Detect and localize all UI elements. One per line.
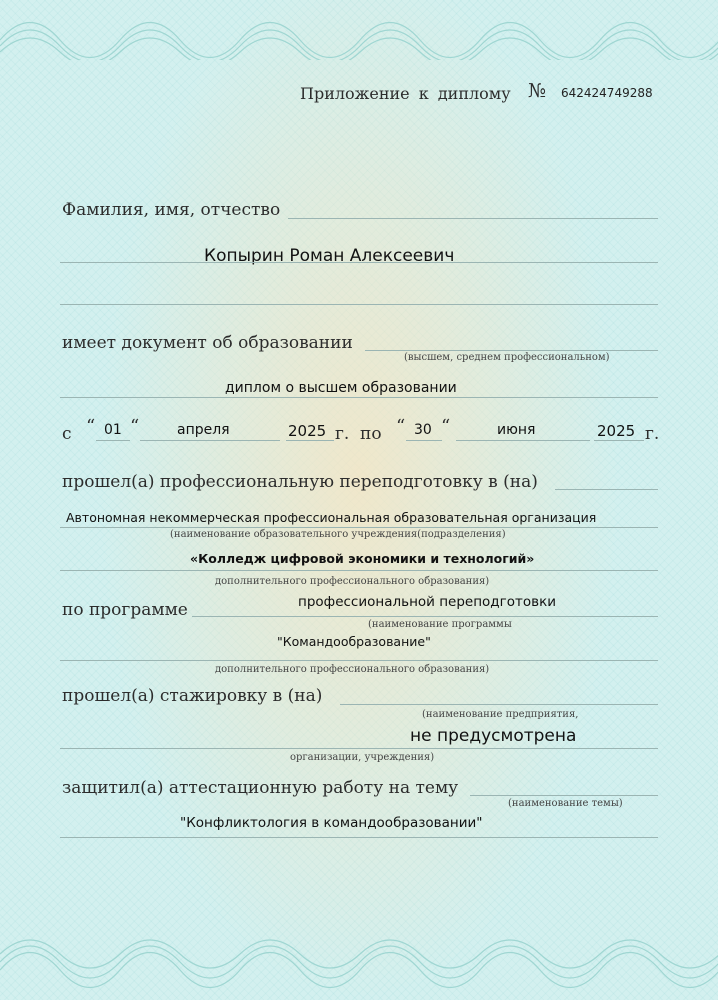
from-month: апреля — [177, 422, 230, 438]
diploma-number: 642424749288 — [561, 86, 653, 100]
to-day-rule — [406, 440, 442, 441]
program-label: по программе — [62, 600, 188, 620]
education-hint: (высшем, среднем профессиональном) — [404, 352, 610, 363]
retraining-org-hint2: дополнительного профессионального образования) — [215, 576, 490, 587]
fio-label: Фамилия, имя, отчество — [62, 200, 281, 220]
retraining-rule-2 — [60, 527, 658, 528]
to-year: 2025 — [597, 422, 636, 440]
education-label: имеет документ об образовании — [62, 333, 353, 353]
thesis-rule-2 — [60, 837, 658, 838]
retraining-rule-1 — [555, 489, 658, 490]
from-day: 01 — [104, 422, 122, 438]
internship-hint2: организации, учреждения) — [290, 752, 435, 763]
bottom-ornament — [0, 930, 718, 990]
internship-rule-2 — [60, 748, 658, 749]
to-month-rule — [456, 440, 590, 441]
from-year-rule — [286, 440, 334, 441]
fio-value: Копырин Роман Алексеевич — [204, 246, 455, 266]
retraining-org-hint: (наименование образовательного учреждения(подразделения) — [170, 529, 506, 540]
from-day-rule — [96, 440, 130, 441]
retraining-label: прошел(а) профессиональную переподготовку в (на) — [62, 472, 538, 492]
to-year-suffix: г. — [645, 424, 660, 444]
internship-label: прошел(а) стажировку в (на) — [62, 686, 323, 706]
thesis-rule-1 — [470, 795, 658, 796]
from-quote-close: “ — [130, 416, 140, 437]
from-year: 2025 — [288, 422, 327, 440]
from-quote-open: “ — [86, 416, 96, 437]
to-day: 30 — [414, 422, 432, 438]
program-rule-2 — [60, 660, 658, 661]
fio-rule-3 — [60, 304, 658, 305]
retraining-org-line1: Автономная некоммерческая профессиональная образовательная организация — [66, 510, 597, 525]
period-to-prefix: по — [360, 424, 382, 444]
period-from-prefix: с — [62, 424, 72, 444]
education-value: диплом о высшем образовании — [225, 380, 457, 396]
to-quote-open: “ — [396, 416, 406, 437]
program-rule-1 — [192, 616, 658, 617]
top-ornament — [0, 0, 718, 60]
internship-hint: (наименование предприятия, — [422, 709, 579, 720]
program-hint2: дополнительного профессионального образования) — [215, 664, 490, 675]
education-rule-2 — [60, 397, 658, 398]
thesis-hint: (наименование темы) — [508, 798, 623, 809]
program-hint: (наименование программы — [368, 619, 512, 630]
thesis-value: "Конфликтология в командообразовании" — [180, 815, 483, 831]
number-sign: № — [528, 80, 546, 102]
retraining-org-line2: «Колледж цифровой экономики и технологий» — [190, 551, 535, 566]
internship-value: не предусмотрена — [410, 726, 577, 746]
to-quote-close: “ — [441, 416, 451, 437]
fio-rule-1 — [288, 218, 658, 219]
fio-rule-2 — [60, 262, 658, 263]
education-rule-1 — [365, 350, 658, 351]
to-year-rule — [594, 440, 644, 441]
document-title: Приложение к диплому — [300, 84, 511, 103]
thesis-label: защитил(а) аттестационную работу на тему — [62, 778, 459, 798]
to-month: июня — [497, 422, 536, 438]
retraining-rule-3 — [60, 570, 658, 571]
from-month-rule — [140, 440, 280, 441]
from-year-suffix: г. — [335, 424, 350, 444]
program-value2: "Командообразование" — [277, 634, 431, 649]
program-value1: профессиональной переподготовки — [298, 594, 557, 610]
internship-rule-1 — [340, 704, 658, 705]
